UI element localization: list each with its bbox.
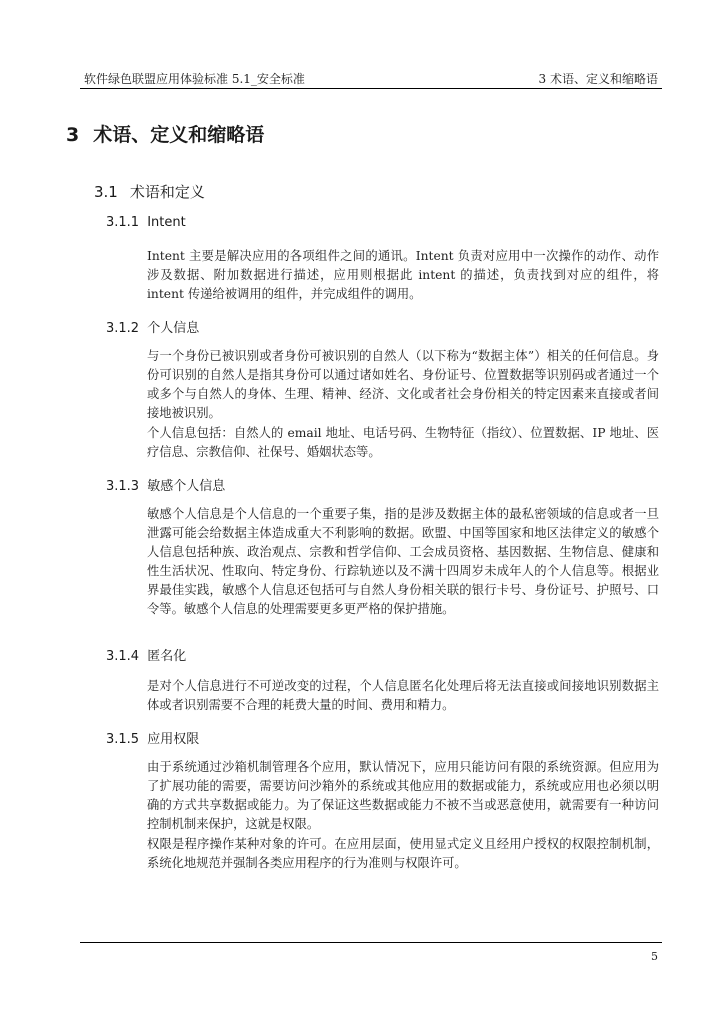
paragraph: 由于系统通过沙箱机制管理各个应用，默认情况下，应用只能访问有限的系统资源。但应用为了扩展功能的需要，需要访问沙箱外的系统或其他应用的数据或能力，系统或应用也必须以明确的方式共享数据或能力。为了保证这些数据或能力不被不当或恶意使用，就需要有一种访问控制机制来保护，这就是权限。 bbox=[147, 760, 659, 831]
paragraph: 个人信息包括：自然人的 email 地址、电话号码、生物特征（指纹）、位置数据、IP 地址、医疗信息、宗教信仰、社保号、婚姻状态等。 bbox=[147, 426, 659, 459]
footer-divider bbox=[80, 942, 662, 943]
subsection-title: 敏感个人信息 bbox=[147, 479, 226, 494]
header-chapter-title: 3 术语、定义和缩略语 bbox=[538, 72, 658, 86]
paragraph: 敏感个人信息是个人信息的一个重要子集，指的是涉及数据主体的最私密领域的信息或者一旦泄露可能会给数据主体造成重大不利影响的数据。欧盟、中国等国家和地区法律定义的敏感个人信息包括种族、政治观点、宗教和哲学信仰、工会成员资格、基因数据、生物信息、健康和性生活状况、性取向、特定身份、行踪轨迹以及不满十四周岁未成年人的个人信息等。根据业界最佳实践，敏感个人信息还包括可与自然人身份相关联的银行卡号、身份证号、护照号、口令等。敏感个人信息的处理需要更多更严格的保护措施。 bbox=[147, 507, 659, 616]
chapter-heading bbox=[66, 120, 264, 147]
subsection-heading-personal-info bbox=[106, 317, 199, 336]
subsection-heading-app-permissions bbox=[106, 728, 199, 747]
paragraph: Intent 主要是解决应用的各项组件之间的通讯。Intent 负责对应用中一次操作的动作、动作涉及数据、附加数据进行描述，应用则根据此 intent 的描述，负责找到对应的组件，将 intent 传递给被调用的组件，并完成组件的调用。 bbox=[147, 249, 659, 301]
page-header bbox=[80, 68, 662, 89]
subsection-number: 3.1.1 bbox=[106, 215, 140, 230]
header-document-title: 软件绿色联盟应用体验标准 5.1_安全标准 bbox=[84, 72, 305, 86]
subsection-heading-anonymization bbox=[106, 645, 186, 664]
paragraph: 权限是程序操作某种对象的许可。在应用层面，使用显式定义且经用户授权的权限控制机制，系统化地规范并强制各类应用程序的行为准则与权限许可。 bbox=[147, 837, 659, 870]
subsection-heading-sensitive-info bbox=[106, 475, 225, 494]
section-heading bbox=[94, 181, 205, 202]
section-title: 术语和定义 bbox=[129, 183, 205, 201]
paragraph: 与一个身份已被识别或者身份可被识别的自然人（以下称为“数据主体”）相关的任何信息。身份可识别的自然人是指其身份可以通过诸如姓名、身份证号、位置数据等识别码或者通过一个或多个与自然人的身体、生理、精神、经济、文化或者社会身份相关的特定因素来直接或者间接地被识别。 bbox=[147, 349, 659, 420]
page-number: 5 bbox=[651, 950, 658, 963]
subsection-title: 匿名化 bbox=[147, 649, 187, 664]
subsection-title: 个人信息 bbox=[147, 321, 200, 336]
chapter-number: 3 bbox=[66, 124, 80, 146]
subsection-heading-intent bbox=[106, 215, 186, 230]
chapter-title: 术语、定义和缩略语 bbox=[93, 124, 265, 146]
subsection-title: 应用权限 bbox=[147, 732, 200, 747]
subsection-title: Intent bbox=[147, 215, 186, 230]
subsection-number: 3.1.2 bbox=[106, 321, 140, 336]
section-number: 3.1 bbox=[94, 183, 118, 201]
subsection-number: 3.1.5 bbox=[106, 732, 140, 747]
subsection-number: 3.1.3 bbox=[106, 479, 140, 494]
paragraph: 是对个人信息进行不可逆改变的过程，个人信息匿名化处理后将无法直接或间接地识别数据主体或者识别需要不合理的耗费大量的时间、费用和精力。 bbox=[147, 679, 659, 712]
subsection-number: 3.1.4 bbox=[106, 649, 140, 664]
